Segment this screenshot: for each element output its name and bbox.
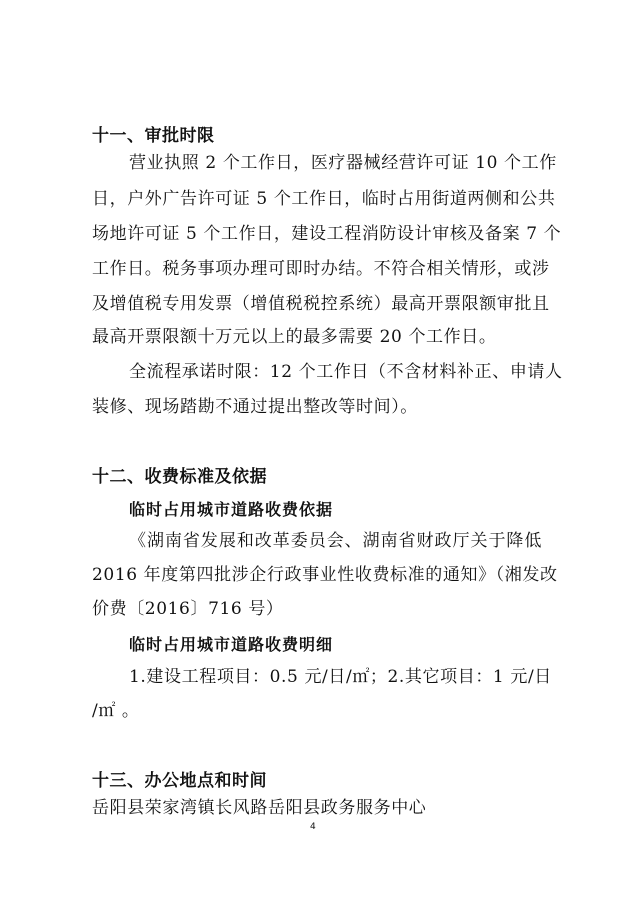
- page-number: 4: [310, 822, 316, 832]
- paragraph-line: 工作日。税务事项办理可即时办结。不符合相关情形，或涉: [92, 259, 550, 279]
- paragraph-line: 1.建设工程项目：0.5 元/日/㎡；2.其它项目：1 元/日: [129, 667, 552, 687]
- paragraph-line: 日，户外广告许可证 5 个工作日，临时占用街道两侧和公共: [92, 189, 556, 209]
- paragraph-line: 营业执照 2 个工作日，医疗器械经营许可证 10 个工作: [129, 153, 557, 173]
- paragraph-line: 岳阳县荣家湾镇长风路岳阳县政务服务中心: [92, 798, 427, 818]
- section-heading-office-location: 十三、办公地点和时间: [92, 771, 267, 791]
- paragraph-line: 全流程承诺时限：12 个工作日（不含材料补正、申请人: [129, 362, 563, 382]
- paragraph-line: 《湖南省发展和改革委员会、湖南省财政厅关于降低: [129, 531, 542, 551]
- subheading-fee-basis: 临时占用城市道路收费依据: [129, 500, 334, 519]
- paragraph-line: 最高开票限额十万元以上的最多需要 20 个工作日。: [92, 327, 497, 347]
- paragraph-line: 2016 年度第四批涉企行政事业性收费标准的通知》（湘发改: [92, 565, 558, 585]
- paragraph-line: 场地许可证 5 个工作日，建设工程消防设计审核及备案 7 个: [92, 224, 562, 244]
- section-heading-approval-time: 十一、审批时限: [92, 126, 215, 146]
- section-heading-fee-standard: 十二、收费标准及依据: [92, 467, 267, 487]
- subheading-fee-detail: 临时占用城市道路收费明细: [129, 635, 334, 654]
- paragraph-line: /㎡ 。: [92, 701, 140, 721]
- paragraph-line: 价费〔2016〕716 号）: [92, 599, 284, 619]
- paragraph-line: 及增值税专用发票（增值税税控系统）最高开票限额审批且: [92, 294, 550, 314]
- paragraph-line: 装修、现场踏勘不通过提出整改等时间）。: [92, 397, 418, 417]
